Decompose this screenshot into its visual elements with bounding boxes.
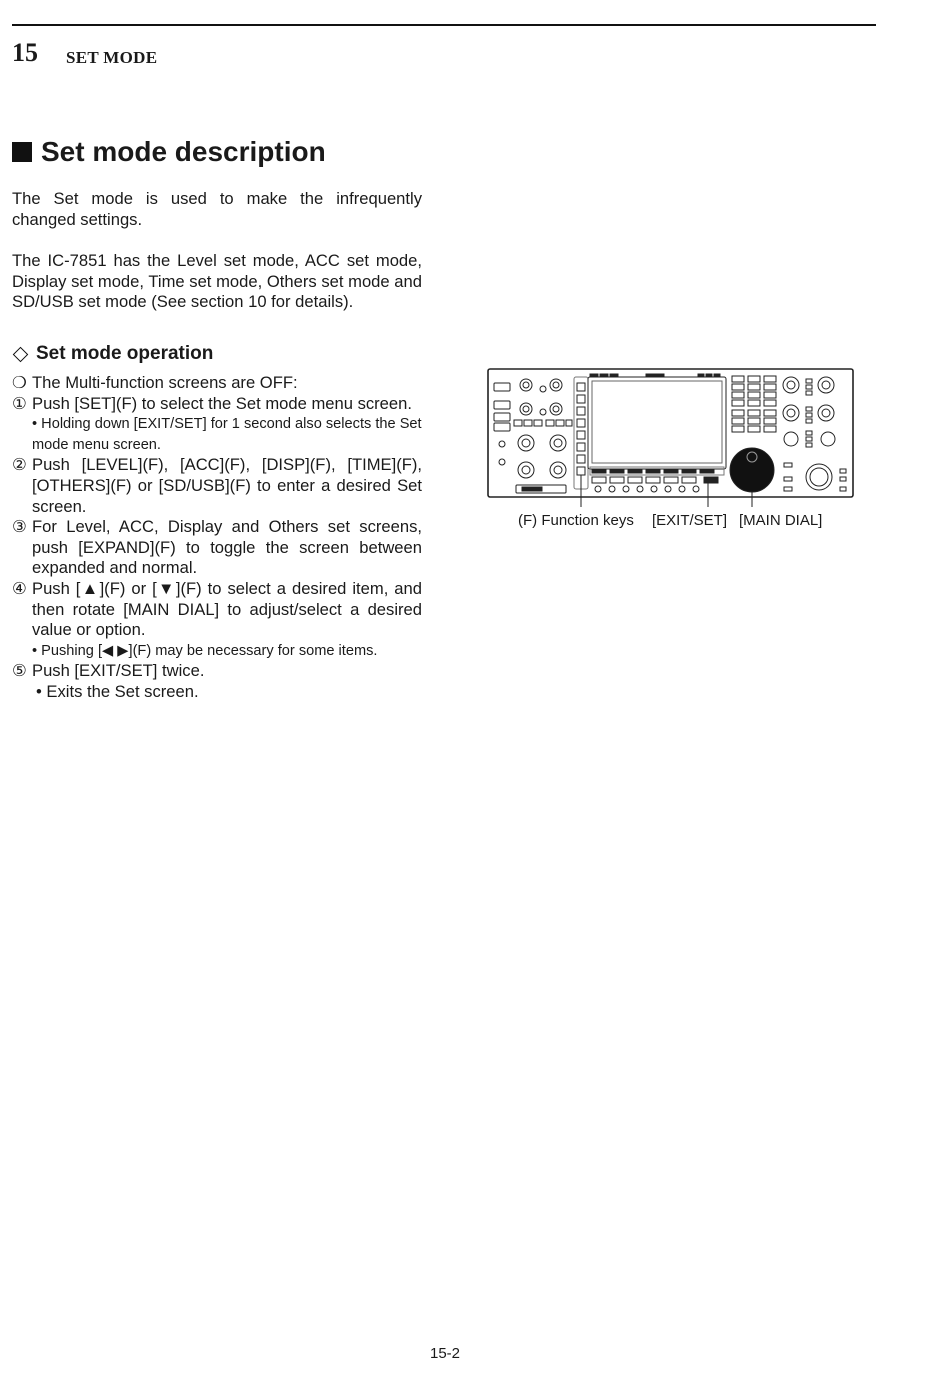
step-3 xyxy=(12,517,422,579)
chapter-title: SET MODE xyxy=(66,48,158,67)
step-number: ⑤ xyxy=(12,661,27,681)
diamond-bullet-icon xyxy=(13,346,29,362)
step-1-note: • Holding down [EXIT/SET] for 1 second also selects the Set mode menu screen. xyxy=(32,416,422,453)
section-title xyxy=(12,136,326,168)
step-text: Push [▲](F) or [▼](F) to select a desired item, and then rotate [MAIN DIAL] to adjust/select a desired value or option. xyxy=(32,578,422,640)
condition-line xyxy=(12,373,422,394)
operation-steps xyxy=(12,373,422,703)
step-number: ② xyxy=(12,455,27,475)
subsection-title-text: Set mode operation xyxy=(36,343,214,364)
condition-text: The Multi-function screens are OFF: xyxy=(32,373,298,392)
step-text: Push [SET](F) to select the Set mode menu screen. xyxy=(32,393,412,413)
step-1 xyxy=(12,394,422,415)
condition-icon: ❍ xyxy=(12,373,27,392)
step-5 xyxy=(12,661,422,682)
subsection-title xyxy=(12,343,213,365)
step-text: Push [LEVEL](F), [ACC](F), [DISP](F), [TIME](F), [OTHERS](F) or [SD/USB](F) to enter a desired Set screen. xyxy=(32,455,422,516)
step-number: ④ xyxy=(12,578,27,598)
step-text: Push [EXIT/SET] twice. xyxy=(32,661,205,681)
chapter-number: 15 xyxy=(12,38,38,67)
step-2 xyxy=(12,455,422,517)
step-5-note: • Exits the Set screen. xyxy=(36,681,199,701)
step-4-note: • Pushing [◀ ▶](F) may be necessary for some items. xyxy=(32,642,378,659)
function-keys-label: (F) Function keys xyxy=(518,512,634,529)
modes-paragraph: The IC-7851 has the Level set mode, ACC set mode, Display set mode, Time set mode, Others set mode and SD/USB set mode (See section 10 for details). xyxy=(12,251,422,312)
intro-paragraph: The Set mode is used to make the infrequently changed settings. xyxy=(12,189,422,229)
step-number: ③ xyxy=(12,517,27,537)
section-title-text: Set mode description xyxy=(41,136,326,167)
header-rule xyxy=(12,24,876,26)
main-dial-label: [MAIN DIAL] xyxy=(739,512,823,529)
square-bullet-icon xyxy=(12,142,32,162)
page-number: 15-2 xyxy=(430,1345,461,1362)
step-4 xyxy=(12,579,422,641)
exit-set-label: [EXIT/SET] xyxy=(652,512,728,529)
transceiver-front-panel-illustration xyxy=(486,367,856,507)
step-number: ① xyxy=(12,393,27,413)
step-text: For Level, ACC, Display and Others set screens, push [EXPAND](F) to toggle the screen between expanded and normal. xyxy=(32,517,422,578)
